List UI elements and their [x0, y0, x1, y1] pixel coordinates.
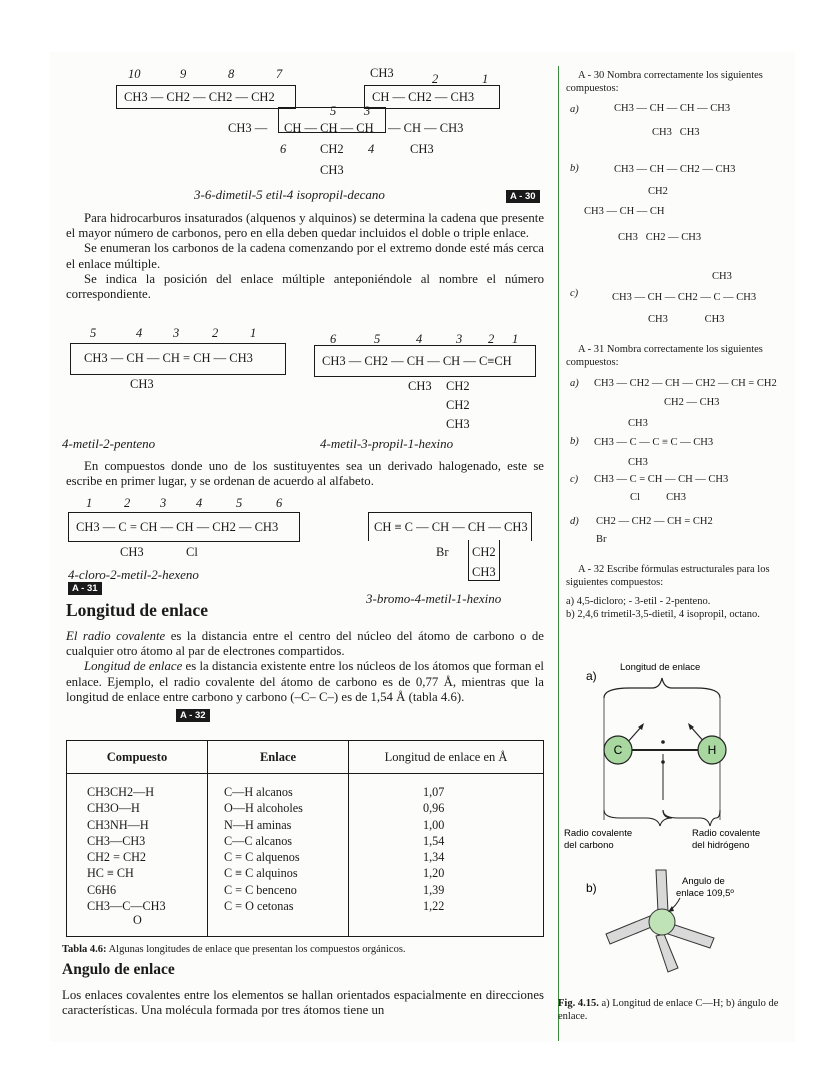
table-cell: CH3—C—CH3 [87, 899, 166, 914]
formula-line: CH3 [408, 379, 432, 393]
section-heading: Angulo de enlace [62, 961, 175, 978]
bond-arm [656, 870, 668, 912]
table-caption [62, 944, 552, 957]
caption-text: a) Longitud de enlace C—H; b) ángulo de enlace. [558, 998, 779, 1022]
carbon-number: 3 [456, 332, 463, 346]
formula-line: Br [436, 545, 449, 559]
formula-line: Br [596, 534, 607, 545]
formula-line: CH3 [628, 418, 648, 429]
table-cell: 1,39 [423, 882, 445, 897]
paragraph: Los enlaces covalentes entre los elementos se hallan orientados espacialmente en direcciones características. Una molécula formada por tres átomos tiene un [62, 988, 544, 1018]
carbon-number: 9 [180, 67, 187, 81]
carbon-number: 3 [160, 496, 167, 510]
figure-label-text: del carbono [564, 840, 614, 851]
formula-line: CH3 — CH — CH2 — CH3 [614, 164, 736, 175]
carbon-number: 2 [488, 332, 495, 346]
formula-line: CH ≡ C — CH — CH — CH3 [374, 520, 528, 534]
figure-label: b) [586, 881, 597, 895]
table-cell: C = C alquenos [224, 850, 300, 865]
formula-line: CH3 — CH — CH2 — C — CH3 [612, 292, 757, 303]
carbon-number: 10 [128, 67, 141, 81]
formula-line: CH2 [446, 379, 470, 393]
table-cell: CH2 = CH2 [87, 850, 147, 865]
central-atom [649, 909, 675, 935]
carbon-number: 1 [512, 332, 519, 346]
table-header-row [67, 741, 544, 774]
column-header: Compuesto [67, 741, 208, 774]
formula-line: CH3 — C — C ≡ C — CH3 [594, 437, 714, 448]
bracket-bottom-right [663, 810, 720, 826]
exercise-title: A - 31 Nombra correctamente los siguientes compuestos: [566, 344, 763, 368]
electron-dot [661, 760, 665, 764]
carbon-number: 1 [250, 326, 257, 340]
formula-line: CH3 [320, 163, 344, 177]
exercise-title: A - 30 Nombra correctamente los siguientes compuestos: [566, 70, 763, 94]
formula-line: CH3 [628, 457, 648, 468]
figure-title: Angulo de [682, 876, 725, 887]
formula-line: CH3 [130, 377, 154, 391]
section-heading: Longitud de enlace [66, 600, 208, 620]
carbon-number: 1 [482, 72, 489, 86]
formula-line: CH3 [120, 545, 144, 559]
methyl-label: CH3 [370, 66, 394, 80]
figure-label-text: Radio covalente [564, 828, 633, 839]
figure-title: Longitud de enlace [620, 662, 701, 673]
formula-line: CH3 — CH2 — CH — CH — C≡CH [322, 354, 512, 368]
formula-line: CH3 [410, 142, 434, 156]
table-cell: CH3—CH3 [87, 833, 146, 848]
atom-symbol: H [707, 743, 717, 757]
carbon-number: 4 [136, 326, 143, 340]
caption-text: Algunas longitudes de enlace que presentan los compuestos orgánicos. [106, 944, 406, 955]
paragraph: Se enumeran los carbonos de la cadena comenzando por el extremo donde esté más cerca el enlace múltiple. [66, 241, 544, 271]
ketone-oxygen: O [133, 913, 142, 928]
item-label: c) [570, 474, 579, 485]
formula-line: CH3 — CH — CH — CH3 [614, 103, 731, 114]
paragraph: es la distancia entre el centro del núcleo del átomo de carbono o de cualquier otro átomo al par de electrones compartidos. [66, 629, 544, 659]
compound-name: 3-6-dimetil-5 etil-4 isopropil-decano [194, 187, 385, 202]
paragraph: Se indica la posición del enlace múltiple anteponiéndole al nombre el número correspondiente. [66, 271, 544, 302]
formula-line: CH3 — CH — CH = CH — CH3 [84, 351, 253, 365]
formula-line: CH3 — C = CH — CH — CH3 [594, 474, 729, 485]
bond-arm [668, 924, 714, 948]
formula-line: CH3 — CH — CH [584, 206, 665, 217]
table-cell: 1,20 [423, 866, 445, 881]
figure-label-text: del hidrógeno [692, 840, 750, 851]
figure-caption [558, 998, 790, 1023]
compound-column [67, 774, 208, 937]
length-column [349, 774, 544, 937]
carbon-number: 6 [330, 332, 337, 346]
formula-line: CH2 [320, 142, 344, 156]
table-cell: CH3NH—H [87, 817, 149, 832]
formula-line: CH2 [648, 186, 668, 197]
formula-line: CH3 [712, 271, 732, 282]
formula-line: Cl CH3 [630, 492, 687, 503]
carbon-number: 8 [228, 67, 235, 81]
formula-line: CH3 — [228, 121, 268, 135]
bond-arm [656, 934, 678, 972]
bond-angle-figure [560, 864, 792, 974]
carbon-number: 4 [416, 332, 423, 346]
compound-name: 4-cloro-2-metil-2-hexeno [68, 567, 199, 582]
table-cell: C = C benceno [224, 882, 297, 897]
carbon-number: 4 [196, 496, 203, 510]
formula-line: CH2 — CH3 [664, 397, 720, 408]
table-cell: 1,34 [423, 850, 445, 865]
formula-line: CH2 — CH2 — CH = CH2 [596, 516, 713, 527]
table-cell: C6H6 [87, 882, 117, 897]
formula-line: CH3 [446, 417, 470, 431]
item-label: b) [570, 436, 579, 447]
table-cell: 0,96 [423, 801, 445, 816]
formula-line: CH3 CH3 [652, 127, 700, 138]
formula-line: CH3 — CH2 — CH2 — CH2 [124, 90, 275, 104]
carbon-number: 3 [173, 326, 180, 340]
atom-symbol: C [613, 743, 623, 757]
exercise-item: a) 4,5-dicloro; - 3-etil - 2-penteno. [566, 596, 711, 607]
carbon-number: 5 [330, 104, 337, 118]
column-divider [558, 66, 559, 1041]
electron-dot [661, 740, 665, 744]
carbon-number: 3 [364, 104, 371, 118]
table-cell: CH3CH2—H [87, 785, 155, 799]
exercise-item: b) 2,4,6 trimetil-3,5-dietil, 4 isopropil, octano. [566, 609, 760, 620]
figure-label: a) [586, 669, 597, 683]
formula-line: CH3 — C = CH — CH — CH2 — CH3 [76, 520, 279, 534]
table-cell: HC ≡ CH [87, 866, 134, 881]
compound-name: 3-bromo-4-metil-1-hexino [366, 591, 502, 606]
paragraph: En compuestos donde uno de los sustituyentes sea un derivado halogenado, este se escribe en primer lugar, y se ordenan de acuerdo al alfabeto. [66, 459, 544, 489]
carbon-number: 1 [86, 496, 93, 510]
column-header: Enlace [208, 741, 349, 774]
table-cell: 1,54 [423, 833, 445, 848]
table-cell: N—H aminas [224, 817, 292, 832]
caption-label: Tabla 4.6: [62, 944, 107, 955]
intro-text [66, 211, 544, 302]
figure-title: enlace 109,5º [676, 888, 734, 899]
carbon-number: 5 [90, 326, 97, 340]
carbon-number: 2 [124, 496, 131, 510]
bond-length-figure [560, 650, 792, 860]
bond-length-table [66, 740, 544, 937]
carbon-number: 6 [280, 142, 287, 156]
paragraph: Para hidrocarburos insaturados (alquenos y alquinos) se determina la cadena que presente el mayor número de carbonos, pero en ella deben quedar incluidos el doble o triple enlace. [66, 211, 544, 241]
formula-line: Cl [186, 545, 198, 559]
table-cell: CH3O—H [87, 801, 140, 816]
compound-name: 4-metil-3-propil-1-hexino [320, 436, 454, 451]
table-cell: C = O cetonas [224, 899, 294, 914]
item-label: a) [570, 104, 579, 115]
carbon-number: 5 [236, 496, 243, 510]
activity-tag: A - 32 [176, 709, 210, 722]
item-label: d) [570, 516, 579, 527]
table-cell: C—C alcanos [224, 833, 293, 848]
carbon-number: 2 [212, 326, 219, 340]
table-cell: C—H alcanos [224, 785, 293, 799]
section-text [66, 629, 544, 705]
formula-line: CH3 CH3 [648, 314, 725, 325]
item-label: a) [570, 378, 579, 389]
formula-line: CH3 CH2 — CH3 [618, 232, 702, 243]
activity-tag: A - 30 [506, 190, 540, 203]
term: Longitud de enlace [84, 659, 183, 674]
table-body-row [67, 774, 544, 937]
figure-label-text: Radio covalente [692, 828, 761, 839]
carbon-number: 5 [374, 332, 381, 346]
formula-line: CH3 [472, 565, 496, 579]
table-cell: C ≡ C alquinos [224, 866, 298, 881]
table-cell: 1,00 [423, 817, 445, 832]
table-cell: O—H alcoholes [224, 801, 303, 816]
bond-arm [606, 916, 654, 944]
column-header: Longitud de enlace en Å [349, 741, 544, 774]
formula-line: CH — CH — CH [284, 121, 374, 135]
caption-label: Fig. 4.15. [558, 998, 599, 1009]
item-label: b) [570, 163, 579, 174]
paragraph: es la distancia existente entre los núcleos de los átomos que forman el enlace. Ejemplo, el radio covalente del átomo de carbono es de 0,77 Å, mientras que la longitud de enlace entre carbono y carbono (–C– C–) es de 1,54 Å (tabla 4.6). [66, 659, 544, 704]
carbon-number: 7 [276, 67, 283, 81]
bond-column [208, 774, 349, 937]
formula-line: CH2 [472, 545, 496, 559]
carbon-number: 2 [432, 72, 439, 86]
activity-tag: A - 31 [68, 582, 102, 595]
formula-line: — CH — CH3 [388, 121, 464, 135]
formula-line: CH3 — CH2 — CH — CH2 — CH = CH2 [594, 378, 777, 389]
table-cell: 1,07 [423, 785, 445, 799]
formula-line: CH — CH2 — CH3 [372, 90, 475, 104]
exercise-title: A - 32 Escribe fórmulas estructurales para los siguientes compuestos: [566, 564, 770, 588]
carbon-number: 4 [368, 142, 375, 156]
item-label: c) [570, 288, 579, 299]
formula-line: CH2 [446, 398, 470, 412]
term: El radio covalente [66, 629, 166, 643]
bracket-top [604, 678, 720, 698]
bracket-bottom-left [604, 810, 672, 826]
compound-name: 4-metil-2-penteno [62, 436, 156, 451]
carbon-number: 6 [276, 496, 283, 510]
table-cell: 1,22 [423, 899, 445, 914]
